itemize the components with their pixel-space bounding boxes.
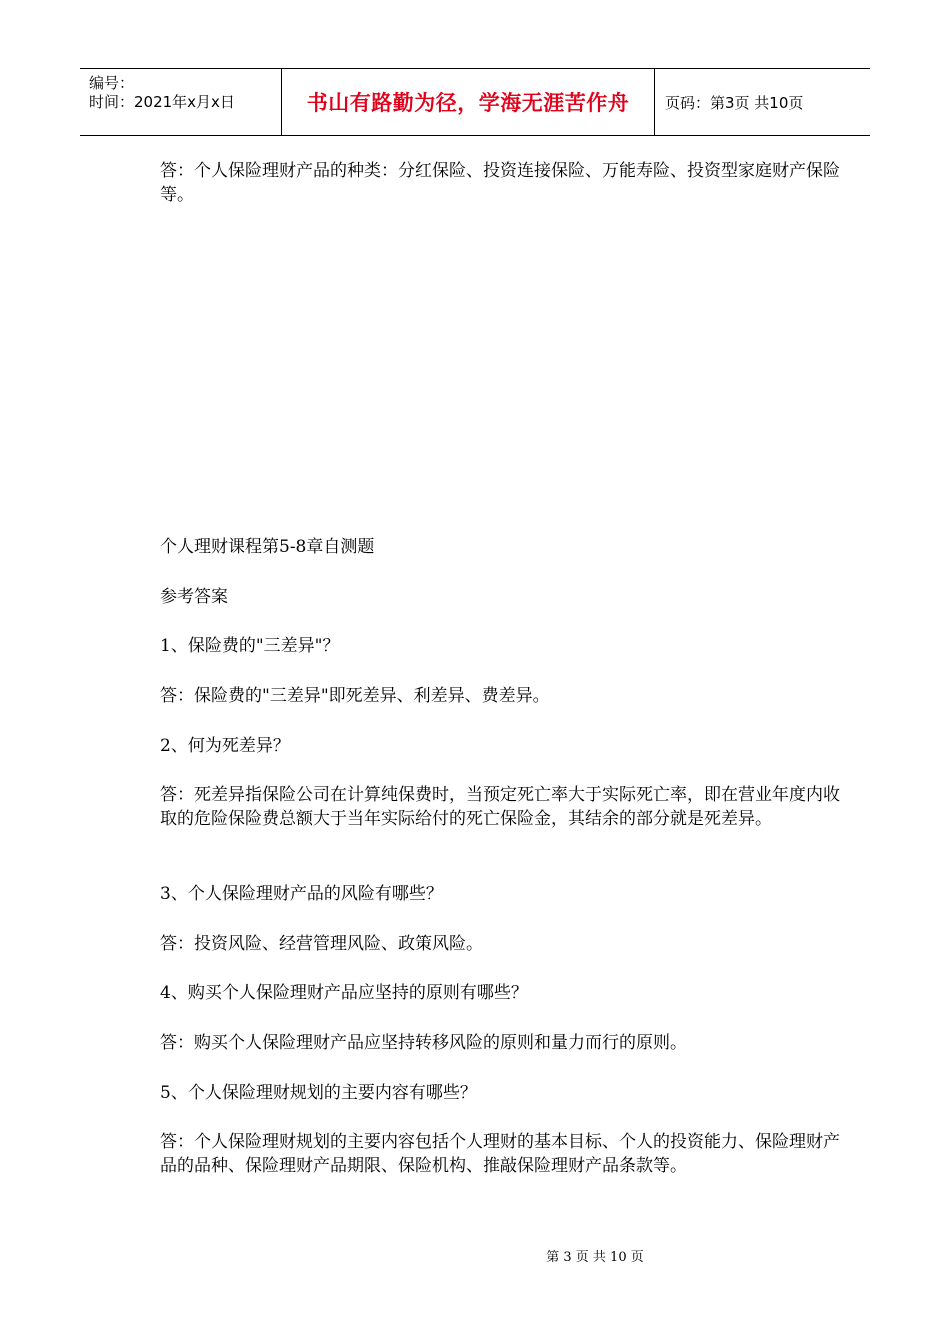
document-time-label: 时间：2021年x月x日 [89,93,235,111]
footer-page-number: 第 3 页 共 10 页 [546,1250,644,1265]
answer-2: 答：死差异指保险公司在计算纯保费时，当预定死亡率大于实际死亡率，即在营业年度内收取的危险保险费总额大于当年实际给付的死亡保险金，其结余的部分就是死差异。 [160,785,840,829]
header-page-cell [655,69,870,135]
question-3: 3、个人保险理财产品的风险有哪些？ [160,884,443,904]
answer-5: 答：个人保险理财规划的主要内容包括个人理财的基本目标、个人的投资能力、保险理财产品的品种、保险理财产品期限、保险机构、推敲保险理财产品条款等。 [160,1132,840,1176]
header-page-number: 页码：第3页 共10页 [665,93,804,112]
page-header [80,68,870,136]
answer-1: 答：保险费的"三差异"即死差异、利差异、费差异。 [160,686,550,706]
question-5: 5、个人保险理财规划的主要内容有哪些？ [160,1083,477,1103]
answer-paragraph: 答：个人保险理财产品的种类：分红保险、投资连接保险、万能寿险、投资型家庭财产保险等。 [160,161,840,205]
header-meta [80,69,282,135]
question-1: 1、保险费的"三差异"？ [160,636,340,656]
answer-4: 答：购买个人保险理财产品应坚持转移风险的原则和量力而行的原则。 [160,1033,687,1053]
answer-3: 答：投资风险、经营管理风险、政策风险。 [160,934,483,954]
question-4: 4、购买个人保险理财产品应坚持的原则有哪些？ [160,983,528,1003]
header-motto-cell [282,69,655,135]
header-motto: 书山有路勤为径，学海无涯苦作舟 [306,91,630,115]
page-footer [0,1246,950,1265]
question-2: 2、何为死差异？ [160,736,290,756]
section-title: 个人理财课程第5-8章自测题 [160,537,375,557]
section-subtitle: 参考答案 [160,587,228,607]
document-number-label: 编号： [89,74,135,92]
